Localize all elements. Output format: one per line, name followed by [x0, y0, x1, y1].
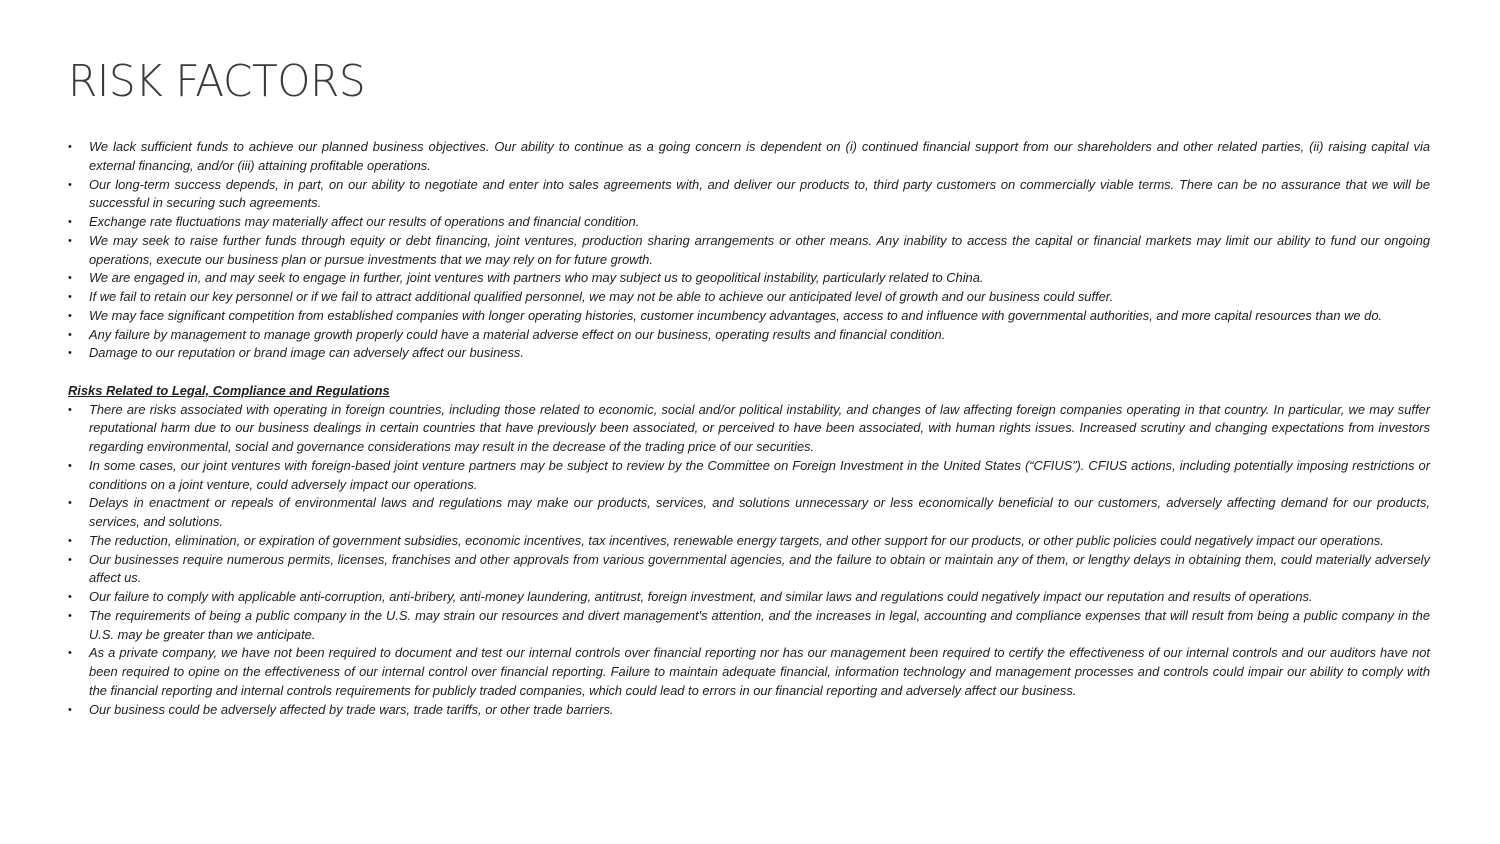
- list-item: [68, 644, 1430, 700]
- list-item: [68, 344, 1430, 363]
- general-risks-list: [68, 138, 1430, 363]
- list-item-text: As a private company, we have not been required to document and test our internal controls over financial reporting nor has our management been required to certify the effectiveness of our internal controls and our auditors have not been required to opine on the effectiveness of our internal control over financial reporting. Failure to maintain adequate financial, information technology and management processes and controls could impair our ability to comply with the financial reporting and internal controls requirements for publicly traded companies, which could lead to errors in our financial reporting and adversely affect our business.: [89, 645, 1430, 698]
- section-heading-legal: Risks Related to Legal, Compliance and Regulations: [68, 382, 390, 398]
- list-item-text: We are engaged in, and may seek to engage in further, joint ventures with partners who may subject us to geopolitical instability, particularly related to China.: [89, 270, 984, 286]
- list-item: [68, 213, 1430, 232]
- list-item-text: The reduction, elimination, or expiration of government subsidies, economic incentives, tax incentives, renewable energy targets, and other support for our products, or other public policies could negatively impact our operations.: [89, 532, 1384, 548]
- list-item: [68, 326, 1430, 345]
- list-item: [68, 401, 1430, 457]
- bullet-icon: •: [68, 647, 72, 660]
- bullet-icon: •: [68, 703, 72, 716]
- bullet-icon: •: [68, 553, 72, 566]
- list-item: [68, 269, 1430, 288]
- list-item: [68, 701, 1430, 720]
- list-item-text: If we fail to retain our key personnel or if we fail to attract additional qualified personnel, we may not be able to achieve our anticipated level of growth and our business could suffer.: [89, 289, 1114, 304]
- bullet-icon: •: [68, 459, 72, 472]
- list-item-text: We may face significant competition from established companies with longer operating histories, customer incumbency advantages, access to and influence with governmental authorities, and more capital resources than we do.: [89, 307, 1383, 323]
- list-item-text: Delays in enactment or repeals of environmental laws and regulations may make our products, services, and solutions unnecessary or less economically beneficial to our customers, adversely affecting demand for our products, services, and solutions.: [89, 495, 1430, 529]
- bullet-icon: •: [68, 347, 72, 360]
- list-item-text: Our long-term success depends, in part, on our ability to negotiate and enter into sales agreements with, and deliver our products to, third party customers on commercially viable terms. There can be no assurance that we will be successful in securing such agreements.: [89, 176, 1430, 211]
- list-item-text: The requirements of being a public company in the U.S. may strain our resources and divert management's attention, and the increases in legal, accounting and compliance expenses that will result from being a public company in the U.S. may be greater than we anticipate.: [89, 607, 1430, 642]
- list-item-text: In some cases, our joint ventures with foreign-based joint venture partners may be subject to review by the Committee on Foreign Investment in the United States (“CFIUS”). CFIUS actions, including potentially imposing restrictions or conditions on a joint venture, could adversely impact our operations.: [89, 457, 1430, 492]
- list-item-text: Our businesses require numerous permits, licenses, franchises and other approvals from various governmental agencies, and the failure to obtain or maintain any of them, or lengthy delays in obtaining them, could materially adversely affect us.: [89, 551, 1430, 586]
- list-item: [68, 138, 1430, 176]
- bullet-icon: •: [68, 272, 72, 285]
- list-item: [68, 588, 1430, 607]
- legal-risks-list: [68, 401, 1430, 720]
- list-item-text: We lack sufficient funds to achieve our planned business objectives. Our ability to continue as a going concern is dependent on (i) continued financial support from our shareholders and other related parties, (ii) raising capital via external financing, and/or (iii) attaining profitable operations.: [89, 139, 1430, 173]
- list-item-text: Exchange rate fluctuations may materially affect our results of operations and financial condition.: [89, 214, 640, 229]
- list-item: [68, 457, 1430, 495]
- bullet-icon: •: [68, 309, 72, 322]
- bullet-icon: •: [68, 534, 72, 547]
- list-item-text: Our failure to comply with applicable anti-corruption, anti-bribery, anti-money laundering, antitrust, foreign investment, and similar laws and regulations could negatively impact our reputation and results of operations.: [89, 589, 1313, 604]
- bullet-icon: •: [68, 141, 72, 153]
- bullet-icon: •: [68, 497, 72, 510]
- bullet-icon: •: [68, 178, 72, 191]
- list-item: [68, 607, 1430, 645]
- list-item: [68, 232, 1430, 270]
- risk-content: [68, 138, 1430, 719]
- list-item: [68, 288, 1430, 307]
- bullet-icon: •: [68, 609, 72, 622]
- list-item: [68, 532, 1430, 551]
- bullet-icon: •: [68, 291, 72, 303]
- list-item: [68, 307, 1430, 326]
- bullet-icon: •: [68, 328, 72, 341]
- list-item: [68, 176, 1430, 214]
- bullet-icon: •: [68, 403, 72, 416]
- list-item: [68, 551, 1430, 589]
- bullet-icon: •: [68, 216, 72, 228]
- list-item-text: Our business could be adversely affected by trade wars, trade tariffs, or other trade barriers.: [89, 701, 614, 717]
- list-item-text: There are risks associated with operating in foreign countries, including those related to economic, social and/or political instability, and changes of law affecting foreign companies operating in that country. In particular, we may suffer reputational harm due to our business dealings in certain countries that have previously been associated, or perceived to have been associated, with human rights issues. Increased scrutiny and changing expectations from investors regarding environmental, social and governance considerations may result in the decrease of the trading price of our securities.: [89, 401, 1430, 454]
- list-item-text: Damage to our reputation or brand image can adversely affect our business.: [89, 345, 524, 361]
- list-item-text: We may seek to raise further funds through equity or debt financing, joint ventures, production sharing arrangements or other means. Any inability to access the capital or financial markets may limit our ability to fund our ongoing operations, execute our business plan or pursue investments that we may rely on for future growth.: [89, 232, 1430, 267]
- bullet-icon: •: [68, 591, 72, 603]
- bullet-icon: •: [68, 234, 72, 247]
- page-title: RISK FACTORS: [68, 56, 366, 107]
- list-item-text: Any failure by management to manage growth properly could have a material adverse effect on our business, operating results and financial condition.: [89, 326, 946, 342]
- list-item: [68, 494, 1430, 532]
